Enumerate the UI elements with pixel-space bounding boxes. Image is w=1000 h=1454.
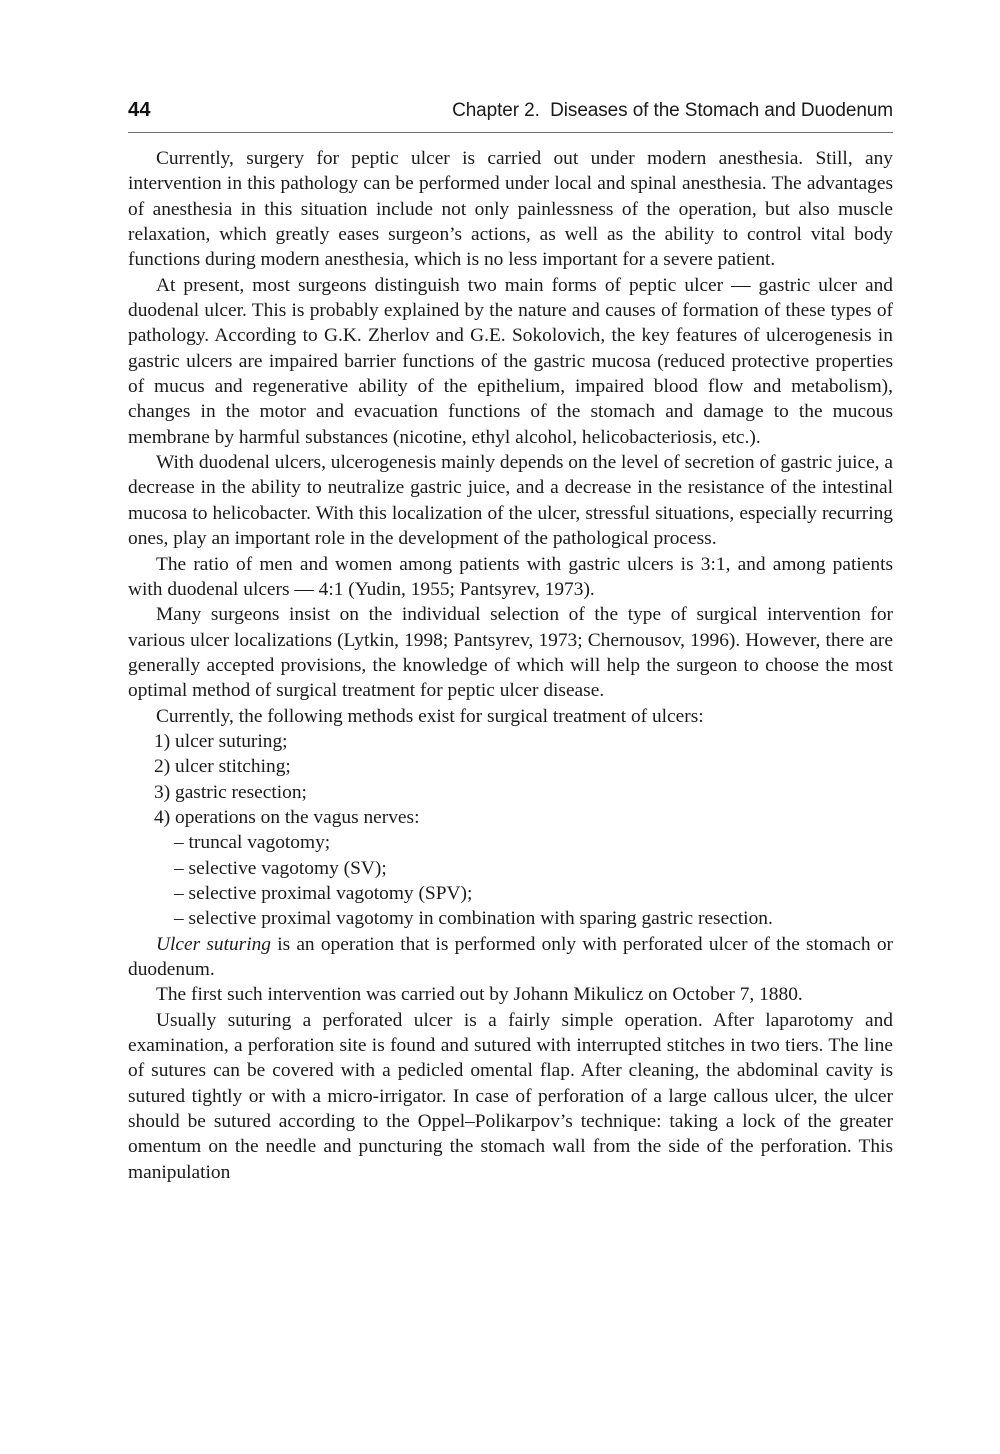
body-text-column xyxy=(128,146,893,1185)
paragraph-methods-lead: Currently, the following methods exist for surgical treatment of ulcers: xyxy=(156,705,704,727)
ulcer-suturing-definition-text: is an operation that is performed only with perforated ulcer of the stomach or duodenum. xyxy=(128,933,893,980)
paragraph-suturing-technique: Usually suturing a perforated ulcer is a fairly simple operation. After laparotomy and examination, a perforation site is found and sutured with interrupted stitches in two tiers. The line of sutures can be covered with a pedicled omental flap. After cleaning, the abdominal cavity is sutured tightly or with a micro-irrigator. In case of perforation of a large callous ulcer, the ulcer should be sutured according to the Oppel–Polikarpov’s technique: taking a lock of the greater omentum on the needle and puncturing the stomach wall from the side of the perforation. This manipulation xyxy=(128,1009,893,1183)
paragraph-duodenal: With duodenal ulcers, ulcerogenesis mainly depends on the level of secretion of gastric juice, a decrease in the ability to neutralize gastric juice, and a decrease in the resistance of the intestinal mucosa to helicobacter. With this localization of the ulcer, stressful situations, especially recurring ones, play an important role in the development of the pathological process. xyxy=(128,452,893,550)
vagotomy-sublist xyxy=(128,830,893,931)
chapter-title: Chapter 2. Diseases of the Stomach and Duodenum xyxy=(452,100,893,121)
paragraph-mikulicz: The first such intervention was carried out by Johann Mikulicz on October 7, 1880. xyxy=(156,984,803,1006)
list-item: – selective proximal vagotomy (SPV); xyxy=(174,882,473,904)
list-item: 2) ulcer stitching; xyxy=(154,756,291,778)
paragraph-ulcer-suturing-definition xyxy=(128,932,893,983)
page-number: 44 xyxy=(128,99,151,121)
list-item: 3) gastric resection; xyxy=(154,781,307,803)
surgical-methods-list xyxy=(128,729,893,830)
list-item: 1) ulcer suturing; xyxy=(154,730,288,752)
list-item: – selective vagotomy (SV); xyxy=(174,857,387,879)
list-item: – selective proximal vagotomy in combination with sparing gastric resection. xyxy=(174,908,773,930)
paragraph-ratio: The ratio of men and women among patients with gastric ulcers is 3:1, and among patients with duodenal ulcers — 4:1 (Yudin, 1955; Pantsyrev, 1973). xyxy=(128,553,893,600)
list-item: – truncal vagotomy; xyxy=(174,832,331,854)
paragraph-anesthesia: Currently, surgery for peptic ulcer is carried out under modern anesthesia. Still, any intervention in this pathology can be performed under local and spinal anesthesia. The advantages of anesthesia in this situation include not only painlessness of the operation, but also muscle relaxation, which greatly eases surgeon’s actions, as well as the ability to control vital body functions during modern anesthesia, which is no less important for a severe patient. xyxy=(128,148,893,271)
paragraph-individual-selection: Many surgeons insist on the individual selection of the type of surgical intervention for various ulcer localizations (Lytkin, 1998; Pantsyrev, 1973; Chernousov, 1996). However, there are generally accepted provisions, the knowledge of which will help the surgeon to choose the most optimal method of surgical treatment for peptic ulcer disease. xyxy=(128,604,893,702)
term-ulcer-suturing: Ulcer suturing xyxy=(156,933,271,955)
paragraph-two-forms: At present, most surgeons distinguish two main forms of peptic ulcer — gastric ulcer and duodenal ulcer. This is probably explained by the nature and causes of formation of these types of pathology. According to G.K. Zherlov and G.E. Sokolovich, the key features of ulcerogenesis in gastric ulcers are impaired barrier functions of the gastric mucosa (reduced protective properties of mucus and regenerative ability of the epithelium, impaired blood flow and metabolism), changes in the motor and evacuation functions of the stomach and damage to the mucous membrane by harmful substances (nicotine, ethyl alcohol, helicobacteriosis, etc.). xyxy=(128,274,893,448)
list-item: 4) operations on the vagus nerves: xyxy=(154,806,420,828)
header-divider-rule xyxy=(128,132,893,133)
running-head xyxy=(128,98,893,128)
